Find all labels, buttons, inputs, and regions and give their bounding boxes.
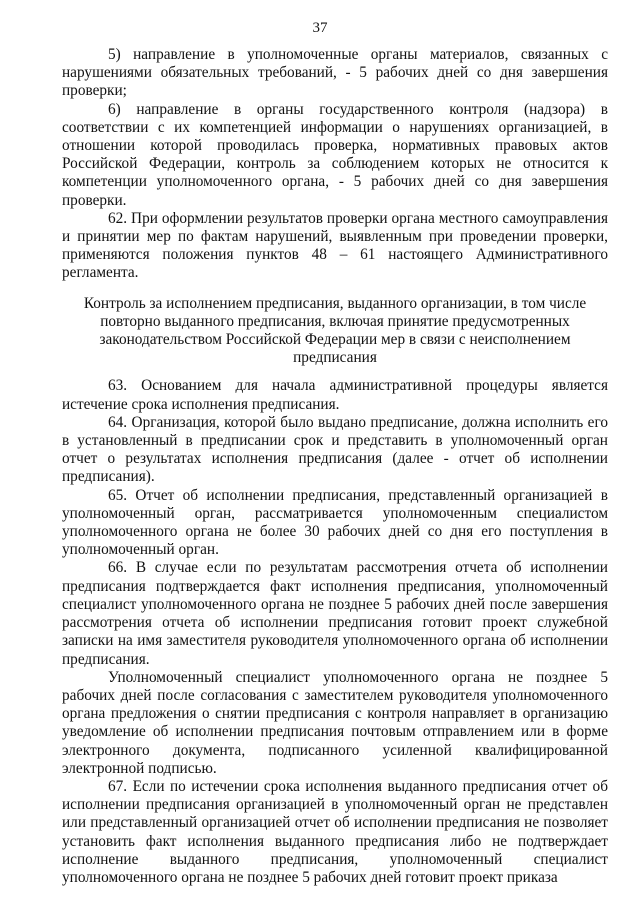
- paragraph-item-6: 6) направление в органы государственного контроля (надзора) в соответствии с их компетенцией информации о нарушениях организацией, в отношении которой проводилась проверка, нормативных правовых актов Российской Федерации, контроль за соблюдением которых не относится к компетенции уполномоченного органа, - 5 рабочих дней со дня завершения проверки.: [62, 100, 608, 209]
- section-heading: Контроль за исполнением предписания, выданного организации, в том числе повторно выданного предписания, включая принятие предусмотренных законодательством Российской Федерации мер в связи с неисполнением предписания: [83, 294, 587, 367]
- paragraph-66-continued: Уполномоченный специалист уполномоченного органа не позднее 5 рабочих дней после согласования с заместителем руководителя уполномоченного органа предложения о снятии предписания с контроля направляет в организацию уведомление об исполнении предписания почтовым отправлением или в форме электронного документа, подписанного усиленной квалифицированной электронной подписью.: [62, 668, 608, 777]
- document-body: [62, 46, 608, 887]
- paragraph-64: 64. Организация, которой было выдано предписание, должна исполнить его в установленный в предписании срок и представить в уполномоченный орган отчет о результатах исполнения предписания (далее - отчет об исполнении предписания).: [62, 413, 608, 486]
- paragraph-63: 63. Основанием для начала административной процедуры является истечение срока исполнения предписания.: [62, 377, 608, 413]
- paragraph-67: 67. Если по истечении срока исполнения выданного предписания отчет об исполнении предписания организацией в уполномоченный орган не представлен или представленный организацией отчет об исполнении предписания не позволяет установить факт исполнения выданного предписания либо не подтверждает исполнение выданного предписания, уполномоченный специалист уполномоченного органа не позднее 5 рабочих дней готовит проект приказа: [62, 777, 608, 886]
- paragraph-62: 62. При оформлении результатов проверки органа местного самоуправления и принятии мер по фактам нарушений, выявленным при проведении проверки, применяются положения пунктов 48 – 61 настоящего Административного регламента.: [62, 209, 608, 282]
- paragraph-66: 66. В случае если по результатам рассмотрения отчета об исполнении предписания подтверждается факт исполнения предписания, уполномоченный специалист уполномоченного органа не позднее 5 рабочих дней после завершения рассмотрения отчета об исполнении предписания готовит проект служебной записки на имя заместителя руководителя уполномоченного органа об исполнении предписания.: [62, 559, 608, 668]
- paragraph-item-5: 5) направление в уполномоченные органы материалов, связанных с нарушениями обязательных требований, - 5 рабочих дней со дня завершения проверки;: [62, 46, 608, 100]
- page-number: 37: [312, 20, 328, 36]
- paragraph-65: 65. Отчет об исполнении предписания, представленный организацией в уполномоченный орган, рассматривается уполномоченным специалистом уполномоченного органа не более 30 рабочих дней со дня его поступления в уполномоченный орган.: [62, 486, 608, 559]
